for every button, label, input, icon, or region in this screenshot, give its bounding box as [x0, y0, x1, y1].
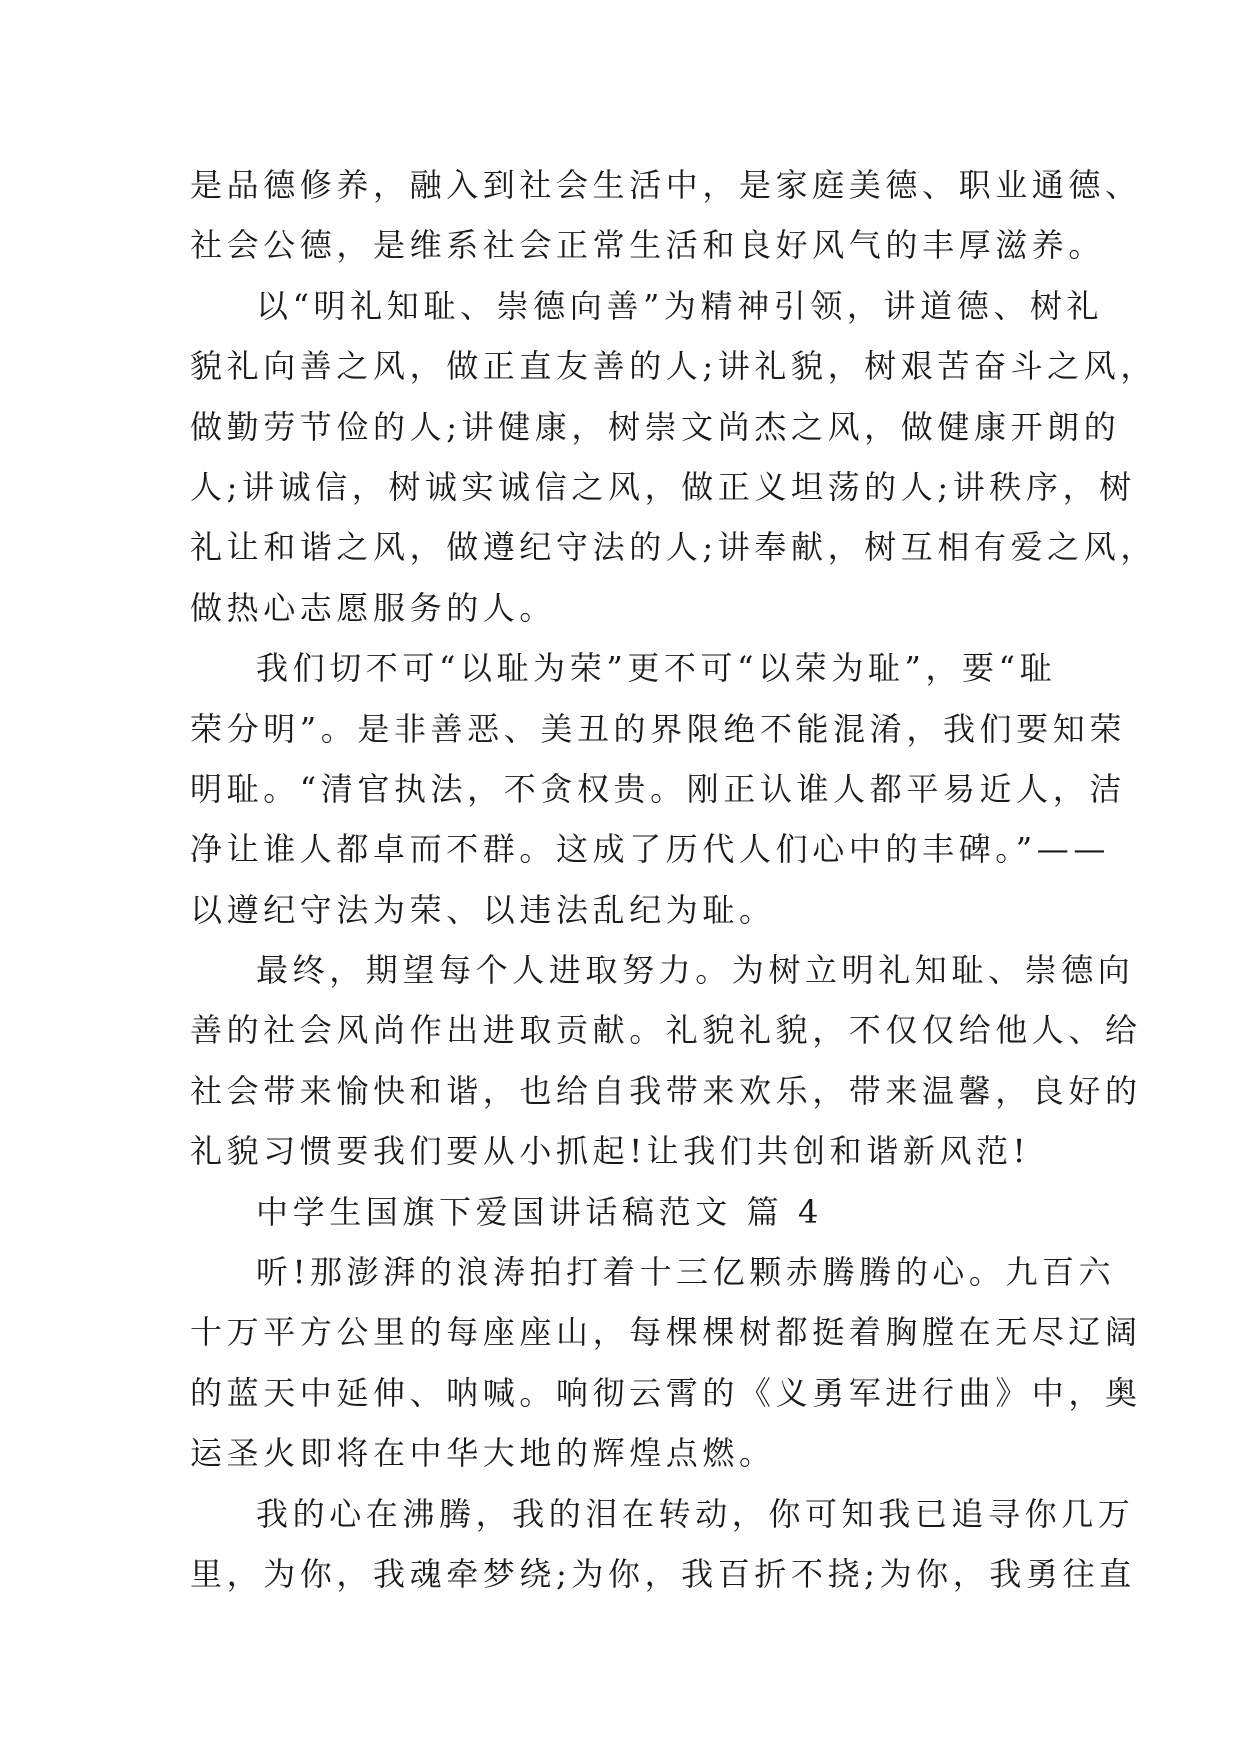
text-line: 明耻。“清官执法，不贪权贵。刚正认谁人都平易近人，洁 [190, 769, 1126, 808]
text-line: 是品德修养，融入到社会生活中，是家庭美德、职业通德、 [190, 166, 1142, 204]
text-line: 里，为你，我魂牵梦绕;为你，我百折不挠;为你，我勇往直 [190, 1554, 1136, 1593]
text-line: 社会带来愉快和谐，也给自我带来欢乐，带来温馨，良好的 [190, 1071, 1142, 1110]
text-line: 以遵纪守法为荣、以违法乱纪为耻。 [190, 890, 776, 929]
text-line: 人;讲诚信，树诚实诚信之风，做正义坦荡的人;讲秩序，树 [190, 467, 1136, 506]
body-text [190, 155, 1157, 1604]
text-line: 的蓝天中延伸、呐喊。响彻云霄的《义勇军进行曲》中，奥 [190, 1373, 1142, 1412]
text-line: 做勤劳节俭的人;讲健康，树崇文尚杰之风，做健康开朗的 [190, 407, 1121, 446]
paragraph-start-line: 我们切不可“以耻为荣”更不可“以荣为耻”，要“耻 [256, 649, 1057, 688]
paragraph-start-line: 最终，期望每个人进取努力。为树立明礼知耻、崇德向 [256, 951, 1135, 990]
section-heading: 中学生国旗下爱国讲话稿范文 篇 4 [256, 1192, 823, 1231]
text-line: 做热心志愿服务的人。 [190, 588, 557, 627]
text-line: 礼让和谐之风，做遵纪守法的人;讲奉献，树互相有爱之风， [190, 528, 1157, 567]
text-line: 社会公德，是维系社会正常生活和良好风气的丰厚滋养。 [190, 226, 1106, 265]
text-line: 十万平方公里的每座座山，每棵棵树都挺着胸膛在无尽辽阔 [190, 1313, 1142, 1352]
text-line: 善的社会风尚作出进取贡献。礼貌礼貌，不仅仅给他人、给 [190, 1011, 1142, 1050]
text-line: 运圣火即将在中华大地的辉煌点燃。 [190, 1434, 776, 1473]
text-line: 净让谁人都卓而不群。这成了历代人们心中的丰碑。”—— [190, 830, 1110, 869]
text-line: 荣分明”。是非善恶、美丑的界限绝不能混淆，我们要知荣 [190, 709, 1126, 748]
text-line: 礼貌习惯要我们要从小抓起!让我们共创和谐新风范! [190, 1132, 1031, 1171]
paragraph-start-line: 听!那澎湃的浪涛拍打着十三亿颗赤腾腾的心。九百六 [256, 1253, 1116, 1292]
paragraph-start-line: 以“明礼知耻、崇德向善”为精神引领，讲道德、树礼 [256, 286, 1104, 325]
text-line: 貌礼向善之风，做正直友善的人;讲礼貌，树艰苦奋斗之风， [190, 347, 1157, 386]
paragraph-start-line: 我的心在沸腾，我的泪在转动，你可知我已追寻你几万 [256, 1494, 1135, 1533]
